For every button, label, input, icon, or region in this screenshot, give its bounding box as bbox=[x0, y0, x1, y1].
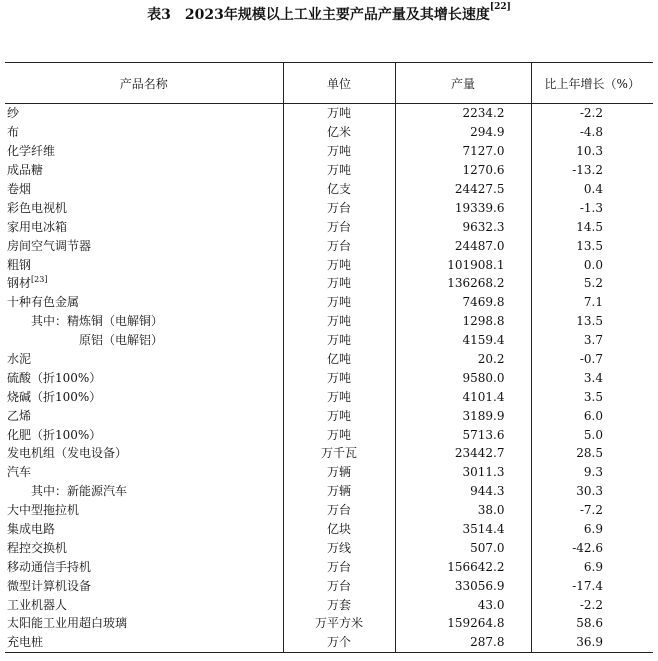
cell-product-name bbox=[5, 142, 283, 161]
cell-unit: 万辆 bbox=[283, 463, 395, 482]
table-title bbox=[0, 4, 658, 24]
cell-product-name bbox=[5, 557, 283, 576]
cell-product-name bbox=[5, 180, 283, 199]
table-row bbox=[5, 236, 653, 255]
table-row bbox=[5, 104, 653, 123]
table-row bbox=[5, 463, 653, 482]
cell-product-name bbox=[5, 198, 283, 217]
table-row bbox=[5, 425, 653, 444]
cell-growth: 0.0 bbox=[531, 255, 653, 274]
cell-unit: 亿块 bbox=[283, 520, 395, 539]
product-name-text: 集成电路 bbox=[7, 522, 56, 537]
table-row bbox=[5, 255, 653, 274]
cell-unit: 万千瓦 bbox=[283, 444, 395, 463]
cell-product-name bbox=[5, 425, 283, 444]
product-name-text: 粗钢 bbox=[7, 257, 32, 272]
cell-product-name bbox=[5, 104, 283, 123]
cell-growth: 6.9 bbox=[531, 557, 653, 576]
cell-growth: 14.5 bbox=[531, 217, 653, 236]
product-name-text: 太阳能工业用超白玻璃 bbox=[7, 616, 128, 631]
column-header-unit: 单位 bbox=[283, 63, 395, 104]
cell-product-name bbox=[5, 387, 283, 406]
cell-unit: 万吨 bbox=[283, 425, 395, 444]
product-name-text: 家用电冰箱 bbox=[7, 219, 68, 234]
production-table bbox=[5, 62, 653, 653]
product-name-text: 成品糖 bbox=[7, 163, 44, 178]
table-row bbox=[5, 520, 653, 539]
cell-product-name bbox=[5, 255, 283, 274]
cell-growth: 9.3 bbox=[531, 463, 653, 482]
cell-growth: 10.3 bbox=[531, 142, 653, 161]
cell-unit: 万吨 bbox=[283, 331, 395, 350]
cell-product-name bbox=[5, 595, 283, 614]
table-row bbox=[5, 482, 653, 501]
cell-unit: 万个 bbox=[283, 633, 395, 652]
table-row bbox=[5, 368, 653, 387]
cell-product-name bbox=[5, 614, 283, 633]
product-name-text: 化肥（折100%） bbox=[7, 427, 102, 442]
cell-growth: 3.7 bbox=[531, 331, 653, 350]
cell-growth: 28.5 bbox=[531, 444, 653, 463]
product-name-text: 卷烟 bbox=[7, 182, 32, 196]
cell-product-name bbox=[5, 520, 283, 539]
product-name-text: 工业机器人 bbox=[7, 597, 68, 612]
cell-output: 1270.6 bbox=[395, 161, 531, 180]
cell-unit: 万吨 bbox=[283, 387, 395, 406]
cell-unit: 亿支 bbox=[283, 180, 395, 199]
product-name-text: 彩色电视机 bbox=[7, 200, 68, 215]
cell-output: 3514.4 bbox=[395, 520, 531, 539]
product-name-text: 房间空气调节器 bbox=[7, 238, 92, 253]
cell-product-name bbox=[5, 236, 283, 255]
cell-growth: 3.5 bbox=[531, 387, 653, 406]
product-name-text: 水泥 bbox=[7, 352, 32, 367]
production-table-container bbox=[5, 62, 653, 653]
product-name-text: 大中型拖拉机 bbox=[7, 503, 80, 518]
table-row bbox=[5, 142, 653, 161]
table-header-row bbox=[5, 63, 653, 104]
cell-growth: 3.4 bbox=[531, 368, 653, 387]
cell-output: 33056.9 bbox=[395, 576, 531, 595]
cell-output: 287.8 bbox=[395, 633, 531, 652]
cell-output: 136268.2 bbox=[395, 274, 531, 293]
cell-growth: 30.3 bbox=[531, 482, 653, 501]
table-row bbox=[5, 538, 653, 557]
cell-product-name bbox=[5, 501, 283, 520]
cell-unit: 万吨 bbox=[283, 274, 395, 293]
cell-output: 7127.0 bbox=[395, 142, 531, 161]
product-name-text: 微型计算机设备 bbox=[7, 578, 92, 593]
product-name-text: 化学纤维 bbox=[7, 144, 56, 159]
cell-product-name bbox=[5, 331, 283, 350]
table-row bbox=[5, 180, 653, 199]
table-row bbox=[5, 161, 653, 180]
cell-growth: 6.9 bbox=[531, 520, 653, 539]
cell-product-name bbox=[5, 576, 283, 595]
cell-growth: -7.2 bbox=[531, 501, 653, 520]
cell-product-name bbox=[5, 274, 283, 293]
product-name-text: 烧碱（折100%） bbox=[7, 389, 102, 404]
table-row bbox=[5, 293, 653, 312]
cell-output: 4159.4 bbox=[395, 331, 531, 350]
table-row bbox=[5, 331, 653, 350]
product-name-text: 硫酸（折100%） bbox=[7, 370, 102, 385]
product-name-text: 充电桩 bbox=[7, 635, 44, 650]
cell-growth: -42.6 bbox=[531, 538, 653, 557]
cell-growth: -13.2 bbox=[531, 161, 653, 180]
column-header-growth: 比上年增长（%） bbox=[531, 63, 653, 104]
table-row bbox=[5, 123, 653, 142]
cell-product-name bbox=[5, 161, 283, 180]
cell-growth: 6.0 bbox=[531, 406, 653, 425]
cell-output: 3011.3 bbox=[395, 463, 531, 482]
cell-unit: 万台 bbox=[283, 217, 395, 236]
cell-output: 24427.5 bbox=[395, 180, 531, 199]
cell-output: 2234.2 bbox=[395, 104, 531, 123]
cell-unit: 万台 bbox=[283, 557, 395, 576]
product-name-text: 移动通信手持机 bbox=[7, 559, 92, 574]
cell-product-name bbox=[5, 217, 283, 236]
product-name-text: 程控交换机 bbox=[7, 540, 68, 555]
cell-output: 43.0 bbox=[395, 595, 531, 614]
product-name-text: 纱 bbox=[7, 106, 20, 121]
cell-unit: 万平方米 bbox=[283, 614, 395, 633]
table-row bbox=[5, 576, 653, 595]
cell-unit: 万台 bbox=[283, 198, 395, 217]
cell-output: 23442.7 bbox=[395, 444, 531, 463]
table-row bbox=[5, 614, 653, 633]
cell-unit: 万吨 bbox=[283, 142, 395, 161]
cell-product-name bbox=[5, 123, 283, 142]
cell-unit: 万吨 bbox=[283, 255, 395, 274]
cell-unit: 亿吨 bbox=[283, 350, 395, 369]
cell-output: 1298.8 bbox=[395, 312, 531, 331]
cell-product-name bbox=[5, 293, 283, 312]
product-name-text: 其中：精炼铜（电解铜） bbox=[31, 314, 164, 329]
cell-output: 9580.0 bbox=[395, 368, 531, 387]
footnote-ref: [23] bbox=[31, 275, 48, 285]
title-footnote-ref: [22] bbox=[489, 2, 511, 12]
cell-growth: -4.8 bbox=[531, 123, 653, 142]
cell-product-name bbox=[5, 444, 283, 463]
table-body bbox=[5, 104, 653, 653]
cell-product-name bbox=[5, 482, 283, 501]
cell-product-name bbox=[5, 633, 283, 652]
cell-output: 19339.6 bbox=[395, 198, 531, 217]
cell-output: 20.2 bbox=[395, 350, 531, 369]
cell-product-name bbox=[5, 350, 283, 369]
cell-unit: 万吨 bbox=[283, 368, 395, 387]
cell-unit: 亿米 bbox=[283, 123, 395, 142]
table-row bbox=[5, 633, 653, 652]
cell-unit: 万台 bbox=[283, 236, 395, 255]
cell-output: 7469.8 bbox=[395, 293, 531, 312]
cell-growth: 0.4 bbox=[531, 180, 653, 199]
cell-unit: 万台 bbox=[283, 576, 395, 595]
product-name-text: 布 bbox=[7, 125, 20, 140]
cell-growth: -0.7 bbox=[531, 350, 653, 369]
table-row bbox=[5, 198, 653, 217]
table-row bbox=[5, 444, 653, 463]
cell-output: 159264.8 bbox=[395, 614, 531, 633]
cell-growth: -1.3 bbox=[531, 198, 653, 217]
cell-output: 507.0 bbox=[395, 538, 531, 557]
product-name-text: 乙烯 bbox=[7, 408, 32, 423]
column-header-output: 产量 bbox=[395, 63, 531, 104]
product-name-text: 十种有色金属 bbox=[7, 295, 80, 310]
cell-growth: -17.4 bbox=[531, 576, 653, 595]
cell-growth: -2.2 bbox=[531, 104, 653, 123]
product-name-text: 发电机组（发电设备） bbox=[7, 446, 128, 461]
product-name-text: 其中：新能源汽车 bbox=[31, 484, 128, 499]
cell-output: 294.9 bbox=[395, 123, 531, 142]
cell-output: 5713.6 bbox=[395, 425, 531, 444]
cell-unit: 万辆 bbox=[283, 482, 395, 501]
table-title-text: 表3 2023年规模以上工业主要产品产量及其增长速度 bbox=[147, 7, 490, 23]
cell-unit: 万套 bbox=[283, 595, 395, 614]
cell-product-name bbox=[5, 312, 283, 331]
cell-unit: 万吨 bbox=[283, 406, 395, 425]
cell-growth: 36.9 bbox=[531, 633, 653, 652]
cell-output: 24487.0 bbox=[395, 236, 531, 255]
cell-output: 944.3 bbox=[395, 482, 531, 501]
cell-growth: 58.6 bbox=[531, 614, 653, 633]
cell-output: 101908.1 bbox=[395, 255, 531, 274]
cell-unit: 万台 bbox=[283, 501, 395, 520]
cell-growth: 7.1 bbox=[531, 293, 653, 312]
cell-output: 9632.3 bbox=[395, 217, 531, 236]
cell-growth: 5.0 bbox=[531, 425, 653, 444]
column-header-product: 产品名称 bbox=[5, 63, 283, 104]
cell-unit: 万吨 bbox=[283, 293, 395, 312]
product-name-text: 钢材 bbox=[7, 276, 32, 291]
cell-unit: 万吨 bbox=[283, 104, 395, 123]
product-name-text: 汽车 bbox=[7, 465, 32, 480]
cell-output: 38.0 bbox=[395, 501, 531, 520]
cell-product-name bbox=[5, 538, 283, 557]
table-row bbox=[5, 350, 653, 369]
cell-output: 3189.9 bbox=[395, 406, 531, 425]
cell-unit: 万吨 bbox=[283, 312, 395, 331]
table-row bbox=[5, 387, 653, 406]
table-row bbox=[5, 312, 653, 331]
table-row bbox=[5, 406, 653, 425]
cell-growth: 13.5 bbox=[531, 236, 653, 255]
cell-unit: 万吨 bbox=[283, 161, 395, 180]
table-row bbox=[5, 501, 653, 520]
table-row bbox=[5, 595, 653, 614]
cell-growth: -2.2 bbox=[531, 595, 653, 614]
cell-growth: 5.2 bbox=[531, 274, 653, 293]
cell-product-name bbox=[5, 406, 283, 425]
cell-output: 4101.4 bbox=[395, 387, 531, 406]
table-row bbox=[5, 557, 653, 576]
cell-product-name bbox=[5, 368, 283, 387]
cell-output: 156642.2 bbox=[395, 557, 531, 576]
table-row bbox=[5, 274, 653, 293]
cell-product-name bbox=[5, 463, 283, 482]
table-row bbox=[5, 217, 653, 236]
cell-unit: 万线 bbox=[283, 538, 395, 557]
product-name-text: 原铝（电解铝） bbox=[79, 333, 164, 348]
cell-growth: 13.5 bbox=[531, 312, 653, 331]
